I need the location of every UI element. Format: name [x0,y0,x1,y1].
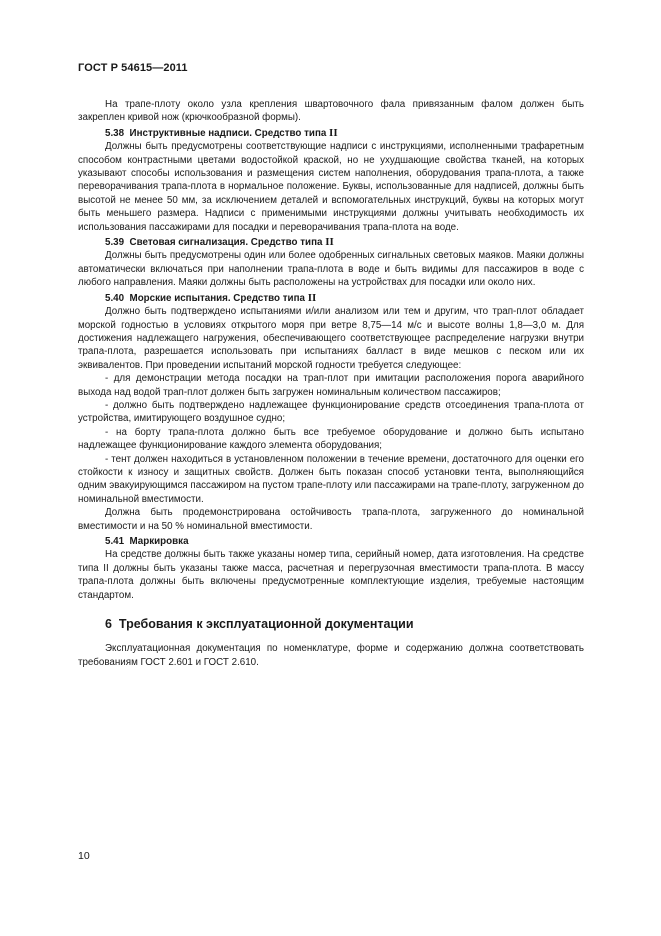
section-number: 6 [105,617,112,632]
paragraph-6: Эксплуатационная документация по номенклатуре, форме и содержанию должна соответствовать требованиям ГОСТ 2.601 и ГОСТ 2.610. [78,643,584,668]
section-number: 5.39 [105,237,125,249]
list-item-canopy: - тент должен находиться в установленном положении в течение времени, достаточного для оценки его стойкости к износу и защитных свойств. Должен быть показан способ установки тента, выполняющийся одним эвакуирующимся пассажиром на пустом трапе-плоту или пассажирами на трапе-плоту, загруженном до номинальной вместимости. [78,453,584,505]
section-5-39-heading [78,236,584,249]
paragraph-5-41: На средстве должны быть также указаны номер типа, серийный номер, дата изготовления. На средстве типа II должны быть указаны также масса, расчетная и перегрузочная вместимости трапа-плота. В массу трапа-плота должны быть включены предусмотренные комплектующие изделия, требуемые настоящим стандартом. [78,549,584,601]
section-title: Инструктивные надписи. Средство типа [129,127,327,139]
type-label: II [329,126,338,139]
section-5-41-heading [78,535,584,548]
page-number: 10 [78,850,90,862]
type-label: II [307,291,317,304]
section-6-heading [78,618,584,631]
section-5-38-heading [78,127,584,140]
paragraph-5-40-stability: Должна быть продемонстрирована остойчивость трапа-плота, загруженного до номинальной вместимости и на 50 % номинальной вместимости. [78,507,584,532]
paragraph-knife: На трапе-плоту около узла крепления швартовочного фала привязанным фалом должен быть закреплен кривой нож (крючкообразной формы). [78,99,584,124]
section-title: Морские испытания. Средство типа [129,292,305,304]
section-number: 5.38 [105,127,125,139]
section-title: Световая сигнализация. Средство типа [129,237,323,249]
document-body [78,98,584,669]
standard-designation: ГОСТ Р 54615—2011 [78,62,188,74]
type-label: II [325,236,334,249]
section-title: Требования к эксплуатационной документации [118,617,414,632]
section-number: 5.41 [105,536,125,547]
section-title: Маркировка [129,536,189,547]
paragraph-5-40-intro: Должно быть подтверждено испытаниями и/или анализом или тем и другим, что трап-плот обладает морской годностью в условиях открытого моря при ветре 8,75—14 м/с и высоте волны 1,8—3,0 м. Для достижения надлежащего нагружения, обеспечивающего соответствующее распределение нагрузки внутри трапа-плота, разрешается использовать при испытаниях балласт в виде мешков с песком или их эквивалентов. При проведении испытаний морской годности требуется следующее: [78,306,584,371]
paragraph-5-38: Должны быть предусмотрены соответствующие надписи с инструкциями, исполненными трафаретным способом контрастными цветами водостойкой краской, но не ухудшающие свойства тканей, на которых указывают способы использования и размещения систем наполнения, оборудования трапа-плота, а также переворачивания трапа-плота в нормальное положение. Буквы, использованные для надписей, должны быть высотой не менее 50 мм, за исключением деталей и вспомогательных инструкций, буквы на которых могут быть меньшего размера. Надписи с применимыми инструкциями должны учитывать необходимость их использования пассажирами для посадки и переворачивания трапа-плота на воде. [78,141,584,233]
list-item-boarding: - для демонстрации метода посадки на трап-плот при имитации расположения порога аварийного выхода над водой трап-плот должен быть загружен номинальным количеством пассажиров; [78,373,584,398]
list-item-detachment: - должно быть подтверждено надлежащее функционирование средств отсоединения трапа-плота от устройства, имитирующего воздушное судно; [78,399,584,425]
section-number: 5.40 [105,292,125,304]
list-item-equipment: - на борту трапа-плота должно быть все требуемое оборудование и должно быть испытано надлежащее функционирование каждого элемента оборудования; [78,426,584,452]
paragraph-5-39: Должны быть предусмотрены один или более одобренных сигнальных световых маяков. Маяки должны автоматически включаться при наполнении трапа-плота в воде и быть видимы для пассажиров в воде с любого направления. Маяки должны быть расположены на устройствах для посадки или около них. [78,250,584,289]
section-5-40-heading [78,292,584,305]
